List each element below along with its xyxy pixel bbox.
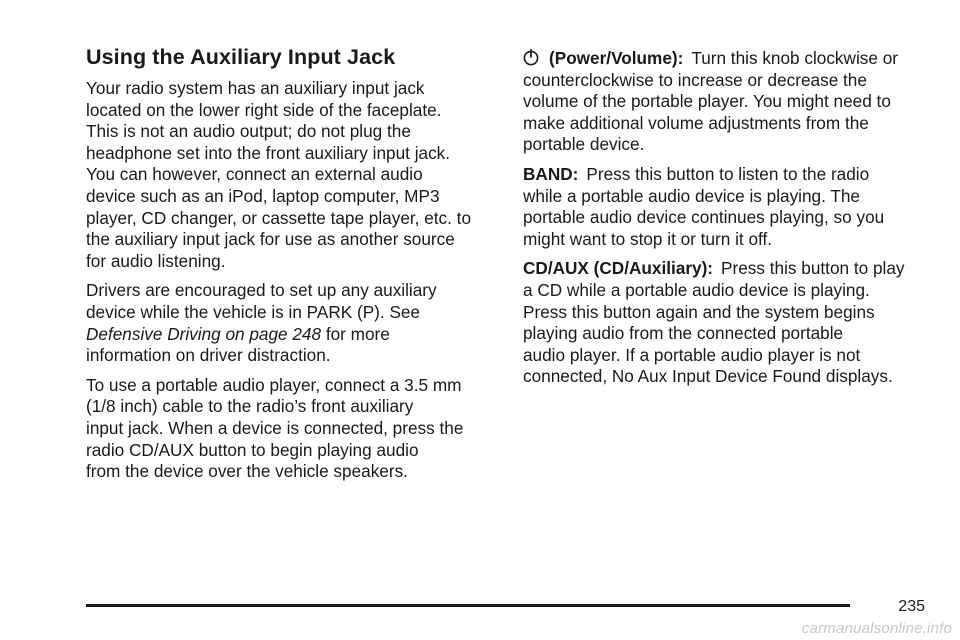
text-line: input jack. When a device is connected, press the: [86, 417, 464, 438]
paragraph-driver-distraction: [86, 280, 506, 366]
text-fragment: Press this button to play: [721, 258, 905, 279]
text-line: This is not an audio output; do not plug the: [86, 121, 411, 142]
text-line: audio player. If a portable audio player is not: [523, 344, 861, 365]
footer-rule: [86, 604, 850, 607]
text-line: [523, 164, 943, 186]
text-line: connected, No Aux Input Device Found displays.: [523, 366, 893, 387]
text-fragment: for more: [321, 323, 390, 344]
text-line: while a portable audio device is playing. The: [523, 185, 860, 206]
text-line: counterclockwise to increase or decrease the: [523, 69, 867, 90]
left-column: [86, 44, 506, 491]
term-cd-aux: CD/AUX (CD/Auxiliary):: [523, 258, 714, 279]
text-line: volume of the portable player. You might need to: [523, 91, 891, 112]
right-column: [523, 48, 943, 396]
power-icon: [523, 48, 539, 66]
term-power-volume: (Power/Volume):: [549, 48, 684, 68]
paragraph-power-volume: [523, 48, 943, 156]
text-line: Press this button again and the system begins: [523, 301, 875, 322]
text-line: for audio listening.: [86, 250, 226, 271]
text-line: device while the vehicle is in PARK (P). See: [86, 301, 421, 322]
text-line: You can however, connect an external audio: [86, 164, 423, 185]
text-line: radio CD/AUX button to begin playing audio: [86, 439, 419, 460]
paragraph-aux-jack-description: [86, 78, 506, 272]
text-line: To use a portable audio player, connect a 3.5 mm: [86, 374, 462, 395]
text-line: portable audio device continues playing, so you: [523, 207, 885, 228]
page-number: 235: [898, 598, 925, 615]
text-line: player, CD changer, or cassette tape player, etc. to: [86, 207, 472, 228]
text-line: Your radio system has an auxiliary input jack: [86, 78, 425, 98]
section-heading: Using the Auxiliary Input Jack: [86, 45, 396, 69]
text-line: Drivers are encouraged to set up any auxiliary: [86, 280, 437, 301]
text-line: located on the lower right side of the faceplate.: [86, 99, 442, 120]
text-fragment: Press this button to listen to the radio: [586, 163, 870, 184]
text-line: might want to stop it or turn it off.: [523, 228, 773, 249]
text-line: [523, 48, 943, 70]
text-fragment: Turn this knob clockwise or: [691, 48, 898, 68]
paragraph-band: [523, 164, 943, 250]
text-line: playing audio from the connected portable: [523, 323, 844, 344]
text-line: a CD while a portable audio device is playing.: [523, 279, 870, 300]
text-line: the auxiliary input jack for use as another source: [86, 229, 455, 250]
paragraph-connect-instructions: [86, 375, 506, 483]
watermark: carmanualsonline.info: [801, 620, 952, 637]
text-line: from the device over the vehicle speakers.: [86, 461, 408, 482]
term-band: BAND:: [523, 163, 579, 184]
text-line: headphone set into the front auxiliary input jack.: [86, 142, 451, 163]
paragraph-cd-aux: [523, 258, 943, 388]
text-line: device such as an iPod, laptop computer, MP3: [86, 185, 440, 206]
text-line: [86, 324, 506, 346]
text-line: make additional volume adjustments from the: [523, 112, 869, 133]
text-line: (1/8 inch) cable to the radio’s front auxiliary: [86, 396, 414, 417]
text-line: [523, 258, 943, 280]
text-line: portable device.: [523, 134, 645, 155]
text-line: information on driver distraction.: [86, 345, 331, 366]
cross-reference-link[interactable]: Defensive Driving on page 248: [86, 323, 322, 344]
